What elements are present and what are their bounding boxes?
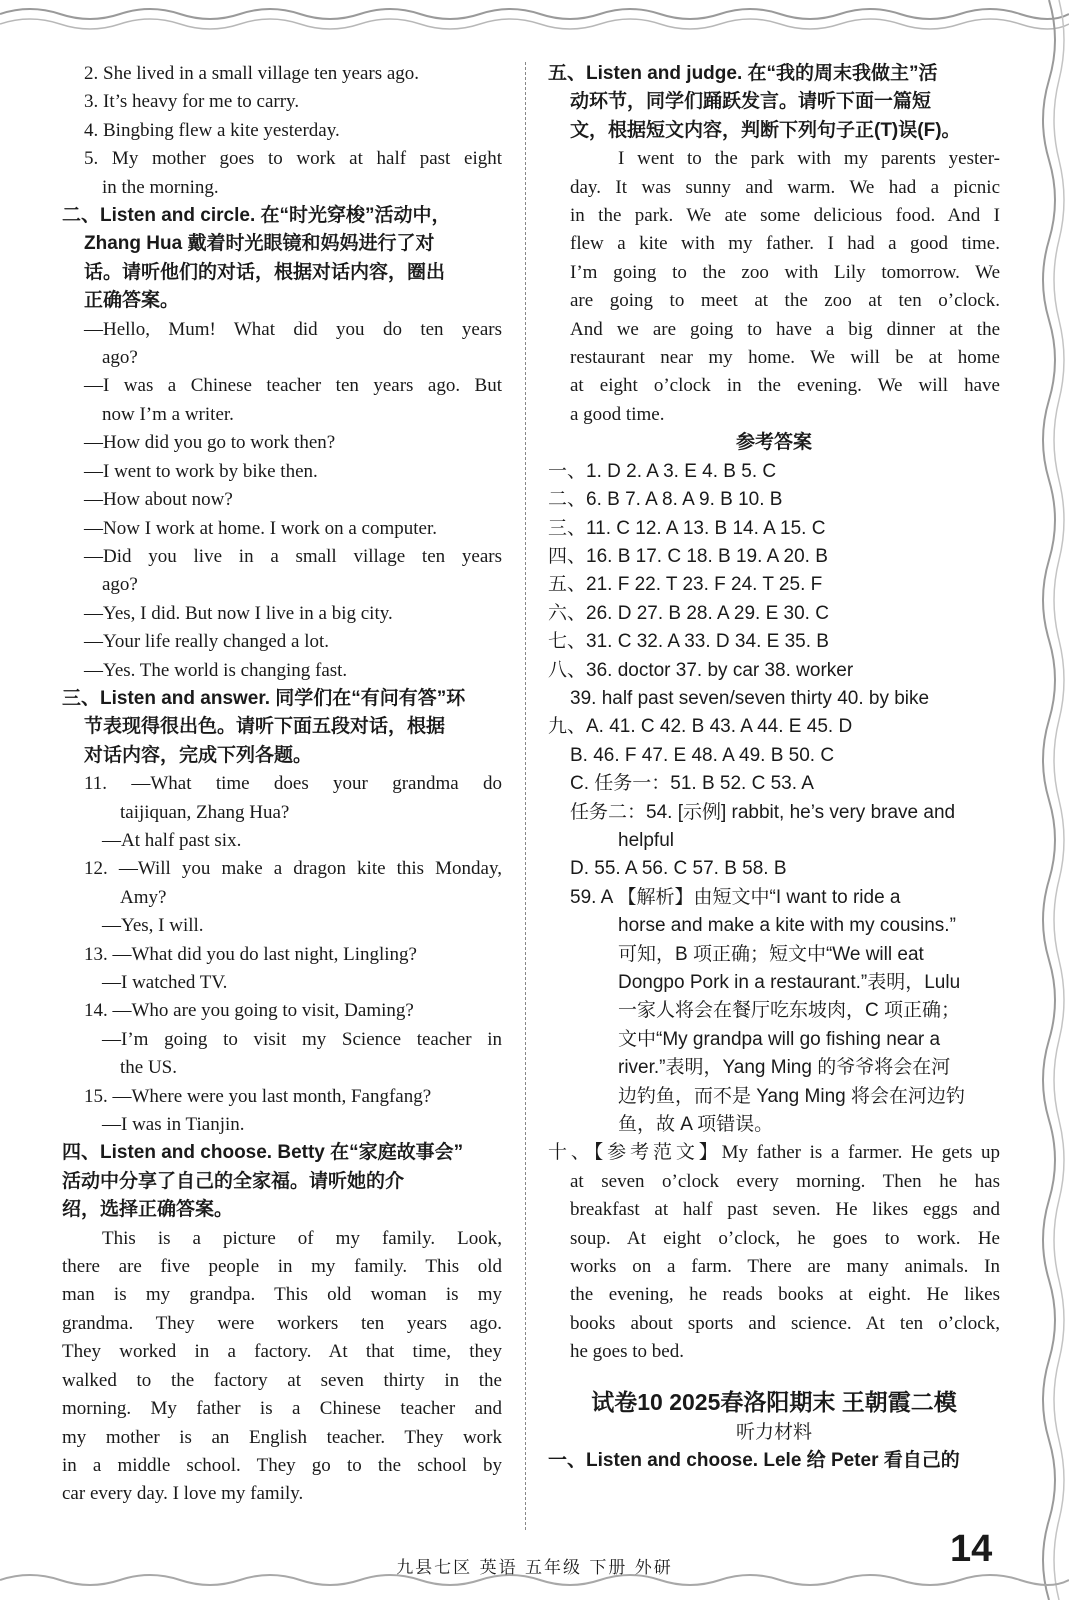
text-line: —I was a Chinese teacher ten years ago. But: [84, 375, 502, 397]
text-line: —Did you live in a small village ten years: [84, 545, 502, 567]
exam-title: 试卷10 2025春洛阳期末 王朝霞二模: [591, 1388, 957, 1415]
text-line: 13. —What did you do last night, Lingling?: [84, 943, 417, 965]
text-line: books about sports and science. At ten o’clock,: [570, 1312, 1000, 1334]
section-heading: 三、Listen and answer. 同学们在“有问有答”环: [62, 687, 466, 709]
text-line: soup. At eight o’clock, he goes to work. He: [570, 1227, 1000, 1249]
text-line: Amy?: [120, 886, 167, 908]
text-line: 九、A. 41. C 42. B 43. A 44. E 45. D: [548, 716, 853, 738]
text-line: This is a picture of my family. Look,: [102, 1227, 502, 1249]
text-line: 14. —Who are you going to visit, Daming?: [84, 1000, 414, 1022]
text-line: in a middle school. They go to the school by: [62, 1454, 502, 1476]
text-line: 三、11. C 12. A 13. B 14. A 15. C: [548, 517, 826, 539]
text-line: —How about now?: [84, 489, 233, 511]
text-line: I went to the park with my parents yester-: [618, 148, 1000, 170]
section-heading: 绍，选择正确答案。: [62, 1199, 234, 1221]
text-line: horse and make a kite with my cousins.”: [618, 915, 956, 937]
text-line: —Yes. The world is changing fast.: [84, 659, 348, 681]
listening-judge-section: [548, 60, 1000, 429]
text-line: he goes to bed.: [570, 1341, 684, 1363]
text-line: 12. —Will you make a dragon kite this Monday,: [84, 858, 502, 880]
text-line: 5. My mother goes to work at half past eight: [84, 148, 502, 170]
text-line: ago?: [102, 347, 138, 369]
text-line: D. 55. A 56. C 57. B 58. B: [570, 858, 787, 880]
section-heading: Zhang Hua 戴着时光眼镜和妈妈进行了对: [84, 233, 435, 255]
text-line: 39. half past seven/seven thirty 40. by bike: [570, 687, 930, 709]
text-line: 五、21. F 22. T 23. F 24. T 25. F: [548, 574, 823, 596]
text-line: works on a farm. There are many animals. In: [570, 1256, 1000, 1278]
text-line: 八、36. doctor 37. by car 38. worker: [548, 659, 854, 681]
text-line: —Yes, I will.: [102, 915, 204, 937]
text-line: 四、16. B 17. C 18. B 19. A 20. B: [548, 545, 828, 567]
section-heading: 动环节，同学们踊跃发言。请听下面一篇短: [570, 91, 932, 113]
section-heading: 一、Listen and choose. Lele 给 Peter 看自己的: [548, 1450, 960, 1472]
text-line: walked to the factory at seven thirty in the: [62, 1369, 502, 1391]
text-line: 鱼，故 A 项错误。: [618, 1114, 774, 1136]
text-line: 59. A 【解析】由短文中“I want to ride a: [570, 886, 901, 908]
text-line: C. 任务一：51. B 52. C 53. A: [570, 773, 814, 795]
section-heading: 正确答案。: [84, 290, 180, 312]
text-line: They worked in a factory. At that time, they: [62, 1341, 502, 1363]
text-line: morning. My father is a Chinese teacher and: [62, 1398, 502, 1420]
right-column: [548, 60, 1000, 1476]
section-heading: 五、Listen and judge. 在“我的周末我做主”活: [548, 63, 938, 84]
page-footer: 九县七区 英语 五年级 下册 外研: [396, 1558, 673, 1578]
text-line: 2. She lived in a small village ten years ago.: [84, 63, 420, 84]
section-heading: 文，根据短文内容，判断下列句子正(T)误(F)。: [570, 119, 961, 141]
section-heading: 话。请听他们的对话，根据对话内容，圈出: [84, 261, 446, 283]
text-line: the US.: [120, 1057, 177, 1079]
text-line: a good time.: [570, 403, 665, 425]
listening-material-title: 听力材料: [735, 1421, 812, 1443]
section-heading: 节表现得很出色。请听下面五段对话，根据: [84, 716, 446, 738]
text-line: 15. —Where were you last month, Fangfang?: [84, 1085, 432, 1107]
text-line: —I was in Tianjin.: [102, 1114, 245, 1136]
text-line: 六、26. D 27. B 28. A 29. E 30. C: [548, 602, 829, 624]
text-line: 边钓鱼，而不是 Yang Ming 将会在河边钓: [618, 1085, 965, 1107]
column-divider: [525, 62, 526, 1530]
section-heading: 四、Listen and choose. Betty 在“家庭故事会”: [62, 1142, 464, 1164]
text-line: flew a kite with my father. I had a good time.: [570, 233, 1000, 255]
text-line: 11. —What time does your grandma do: [84, 773, 502, 795]
text-line: —At half past six.: [102, 829, 242, 851]
top-decorative-border: [0, 0, 1069, 40]
text-line: breakfast at half past seven. He likes eggs and: [570, 1199, 1000, 1221]
left-column: [62, 60, 502, 1509]
text-line: 十、【参考范文】My father is a farmer. He gets up: [548, 1142, 1000, 1164]
text-line: 3. It’s heavy for me to carry.: [84, 91, 300, 113]
text-line: I’m going to the zoo with Lily tomorrow. We: [570, 261, 1000, 283]
page-number: 14: [950, 1528, 993, 1570]
text-line: now I’m a writer.: [102, 403, 234, 425]
text-line: 七、31. C 32. A 33. D 34. E 35. B: [548, 631, 829, 653]
text-line: —Hello, Mum! What did you do ten years: [84, 318, 502, 340]
text-line: taijiquan, Zhang Hua?: [120, 801, 290, 823]
text-line: in the morning.: [102, 176, 219, 198]
section-heading: 对话内容，完成下列各题。: [84, 744, 313, 766]
text-line: ago?: [102, 574, 138, 596]
text-line: 一家人将会在餐厅吃东坡肉，C 项正确；: [618, 1000, 961, 1022]
text-line: 一、1. D 2. A 3. E 4. B 5. C: [548, 460, 777, 482]
text-line: —Now I work at home. I work on a computer.: [84, 517, 438, 539]
text-line: at seven o’clock every morning. Then he has: [570, 1170, 1000, 1192]
text-line: car every day. I love my family.: [62, 1483, 304, 1505]
text-line: 二、6. B 7. A 8. A 9. B 10. B: [548, 489, 783, 511]
text-line: 文中“My grandpa will go fishing near a: [618, 1028, 941, 1050]
text-line: B. 46. F 47. E 48. A 49. B 50. C: [570, 744, 835, 766]
text-line: 任务二：54. [示例] rabbit, he’s very brave and: [570, 801, 956, 823]
text-line: restaurant near my home. We will be at home: [570, 347, 1000, 369]
text-line: —Yes, I did. But now I live in a big city.: [84, 602, 393, 624]
text-line: the evening, he reads books at eight. He likes: [570, 1284, 1000, 1306]
text-line: my mother is an English teacher. They work: [62, 1426, 502, 1448]
text-line: river.”表明，Yang Ming 的爷爷将会在河: [618, 1057, 951, 1079]
text-line: —I went to work by bike then.: [84, 460, 318, 482]
text-line: grandma. They were workers ten years ago.: [62, 1312, 502, 1334]
text-line: there are five people in my family. This old: [62, 1256, 502, 1278]
text-line: 可知，B 项正确；短文中“We will eat: [618, 943, 924, 965]
text-line: —Your life really changed a lot.: [84, 631, 330, 653]
section-heading: 二、Listen and circle. 在“时光穿梭”活动中，: [62, 205, 451, 227]
text-line: at eight o’clock in the evening. We will have: [570, 375, 1000, 397]
answer-key: [548, 458, 1000, 1367]
section-heading: 活动中分享了自己的全家福。请听她的介: [62, 1170, 405, 1192]
text-line: —How did you go to work then?: [84, 432, 336, 454]
text-line: And we are going to have a big dinner at the: [570, 318, 1000, 340]
text-line: Dongpo Pork in a restaurant.”表明，Lulu: [618, 972, 961, 993]
text-line: day. It was sunny and warm. We had a picnic: [570, 176, 1000, 198]
right-decorative-border: [1023, 0, 1069, 1600]
text-line: man is my grandpa. This old woman is my: [62, 1284, 502, 1306]
text-line: are going to meet at the zoo at ten o’clock.: [570, 290, 1000, 312]
text-line: in the park. We ate some delicious food. And I: [570, 205, 1000, 227]
text-line: —I watched TV.: [102, 972, 228, 993]
answer-key-title: 参考答案: [735, 432, 812, 454]
text-line: helpful: [618, 829, 674, 851]
text-line: —I’m going to visit my Science teacher in: [102, 1028, 502, 1050]
text-line: 4. Bingbing flew a kite yesterday.: [84, 119, 340, 141]
